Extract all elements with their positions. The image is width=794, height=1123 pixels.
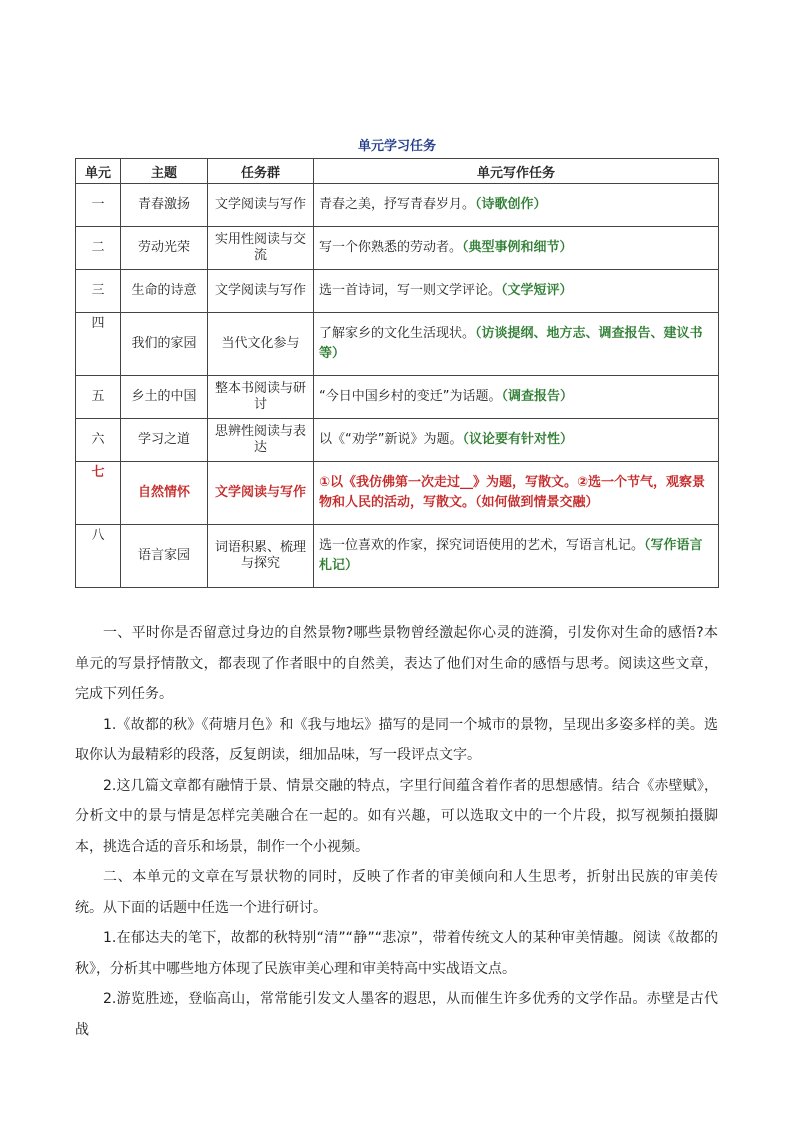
theme-cell: 乡土的中国 bbox=[121, 376, 208, 419]
group-cell: 文学阅读与写作 bbox=[208, 462, 314, 525]
theme-cell: 自然情怀 bbox=[121, 462, 208, 525]
unit-cell: 三 bbox=[76, 270, 121, 313]
task-text: 以《“劝学”新说》为题。 bbox=[319, 432, 463, 447]
paragraph: 1.《故都的秋》《荷塘月色》和《我与地坛》描写的是同一个城市的景物，呈现出多姿多样的美。选取你认为最精彩的段落，反复朗读，细加品味，写一段评点文字。 bbox=[75, 716, 718, 763]
theme-cell: 语言家园 bbox=[121, 525, 208, 588]
task-note: （诗歌创作） bbox=[475, 197, 547, 212]
header-group: 任务群 bbox=[208, 159, 314, 184]
task-cell bbox=[314, 227, 719, 270]
header-unit: 单元 bbox=[76, 159, 121, 184]
task-cell bbox=[314, 270, 719, 313]
paragraph: 1.在郁达夫的笔下，故都的秋特别“清”“静”“悲凉”，带着传统文人的某种审美情趣。阅读《故都的秋》，分析其中哪些地方体现了民族审美心理和审美特高中实战语文点。 bbox=[75, 930, 718, 977]
theme-cell: 青春激扬 bbox=[121, 184, 208, 227]
unit-cell: 四 bbox=[76, 313, 121, 376]
group-cell: 思辨性阅读与表达 bbox=[208, 419, 314, 462]
unit-cell: 二 bbox=[76, 227, 121, 270]
group-cell: 文学阅读与写作 bbox=[208, 270, 314, 313]
task-cell bbox=[314, 376, 719, 419]
group-cell: 当代文化参与 bbox=[208, 313, 314, 376]
table-row bbox=[76, 270, 719, 313]
table-row bbox=[76, 462, 719, 525]
table-row bbox=[76, 525, 719, 588]
group-cell: 文学阅读与写作 bbox=[208, 184, 314, 227]
theme-cell: 学习之道 bbox=[121, 419, 208, 462]
body-text bbox=[75, 618, 718, 1045]
task-note: （写作语言札记） bbox=[319, 538, 703, 573]
task-note: （调查报告） bbox=[501, 389, 573, 404]
task-text: ①以《我仿佛第一次走过__》为题，写散文。②选一个节气，观察景物和人民的活动，写散文。（如何做到情景交融） bbox=[319, 475, 706, 510]
task-cell bbox=[314, 525, 719, 588]
task-note: （典型事例和细节） bbox=[462, 240, 573, 255]
unit-task-table bbox=[75, 158, 719, 588]
unit-cell: 一 bbox=[76, 184, 121, 227]
table-row bbox=[76, 313, 719, 376]
paragraph: 2.这几篇文章都有融情于景、情景交融的特点，字里行间蕴含着作者的思想感情。结合《赤壁赋》，分析文中的景与情是怎样完美融合在一起的。如有兴趣，可以选取文中的一个片段，拟写视频拍摄脚本，挑选合适的音乐和场景，制作一个小视频。 bbox=[75, 777, 718, 855]
header-theme: 主题 bbox=[121, 159, 208, 184]
task-text: 选一首诗词，写一则文学评论。 bbox=[319, 283, 502, 298]
paragraph: 2.游览胜迹，登临高山，常常能引发文人墨客的遐思，从而催生许多优秀的文学作品。赤壁是古代战 bbox=[75, 991, 718, 1038]
paragraph: 一、平时你是否留意过身边的自然景物?哪些景物曾经激起你心灵的涟漪，引发你对生命的感悟?本单元的写景抒情散文，都表现了作者眼中的自然美，表达了他们对生命的感悟与思考。阅读这些文章，完成下列任务。 bbox=[75, 625, 718, 702]
unit-cell: 七 bbox=[76, 462, 121, 525]
group-cell: 整本书阅读与研讨 bbox=[208, 376, 314, 419]
table-header-row bbox=[76, 159, 719, 184]
table-title: 单元学习任务 bbox=[357, 139, 436, 154]
group-cell: 词语积累、梳理与探究 bbox=[208, 525, 314, 588]
table-row bbox=[76, 227, 719, 270]
task-note: （议论要有针对性） bbox=[462, 432, 573, 447]
theme-cell: 生命的诗意 bbox=[121, 270, 208, 313]
task-cell bbox=[314, 462, 719, 525]
task-text: 写一个你熟悉的劳动者。 bbox=[319, 240, 463, 255]
task-text: 青春之美，抒写青春岁月。 bbox=[319, 197, 476, 212]
unit-cell: 六 bbox=[76, 419, 121, 462]
table-row bbox=[76, 376, 719, 419]
theme-cell: 劳动光荣 bbox=[121, 227, 208, 270]
task-note: （访谈提纲、地方志、调查报告、建议书等） bbox=[319, 326, 703, 361]
task-text: 选一位喜欢的作家，探究词语使用的艺术，写语言札记。 bbox=[319, 538, 645, 553]
task-cell bbox=[314, 313, 719, 376]
task-cell bbox=[314, 184, 719, 227]
task-cell bbox=[314, 419, 719, 462]
table-row bbox=[76, 419, 719, 462]
task-text: 了解家乡的文化生活现状。 bbox=[319, 326, 476, 341]
task-note: （文学短评） bbox=[501, 283, 573, 298]
unit-cell: 五 bbox=[76, 376, 121, 419]
theme-cell: 我们的家园 bbox=[121, 313, 208, 376]
paragraph: 二、本单元的文章在写景状物的同时，反映了作者的审美倾向和人生思考，折射出民族的审美传统。从下面的话题中任选一个进行研讨。 bbox=[75, 869, 718, 916]
task-text: “今日中国乡村的变迁”为话题。 bbox=[319, 389, 502, 404]
group-cell: 实用性阅读与交流 bbox=[208, 227, 314, 270]
table-row bbox=[76, 184, 719, 227]
header-writing-task: 单元写作任务 bbox=[314, 159, 719, 184]
unit-cell: 八 bbox=[76, 525, 121, 588]
